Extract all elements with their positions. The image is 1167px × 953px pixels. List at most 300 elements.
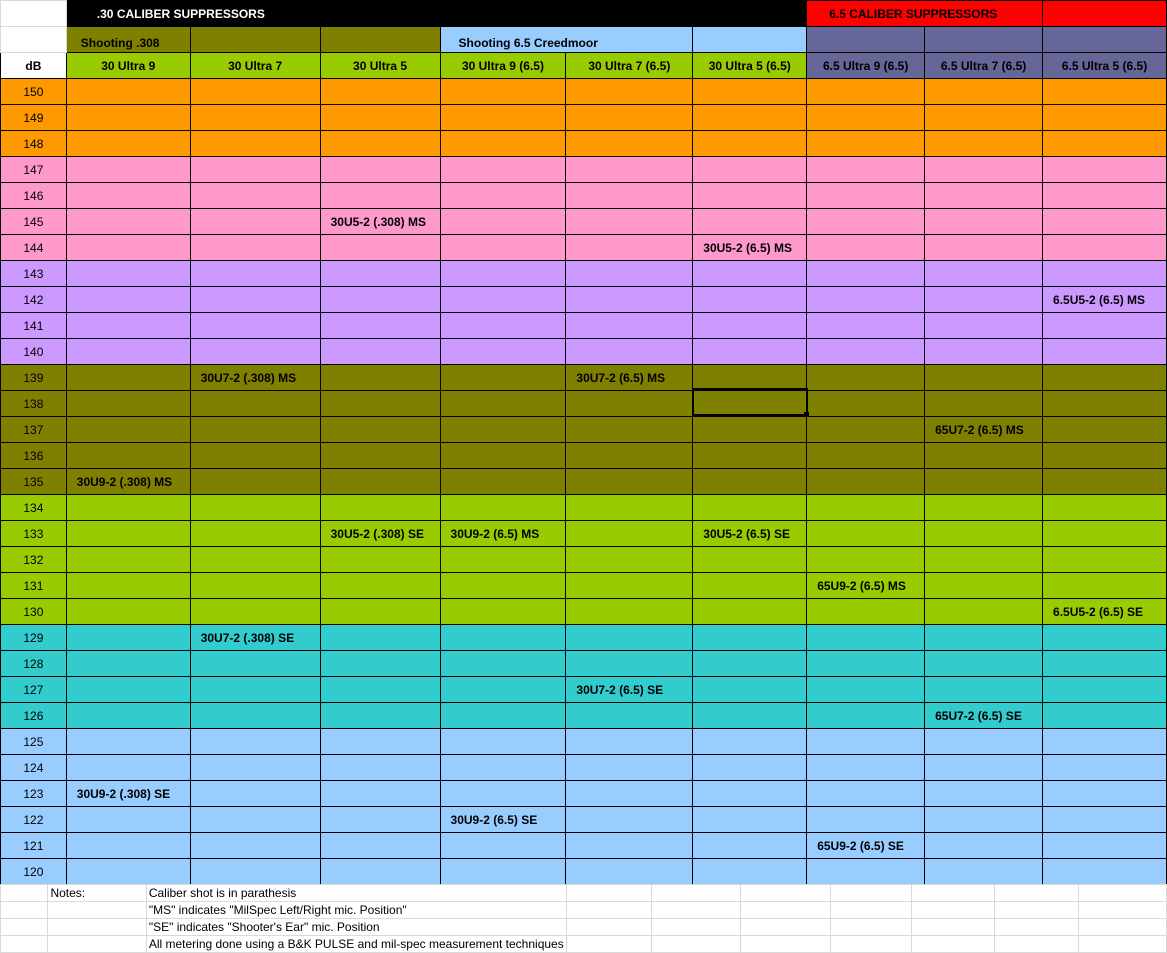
note-line[interactable]: Caliber shot is in parathesis xyxy=(146,885,566,902)
empty-cell[interactable] xyxy=(190,859,320,885)
measurement-cell[interactable]: 65U7-2 (6.5) SE xyxy=(925,703,1043,729)
empty-cell[interactable] xyxy=(807,235,925,261)
empty-cell[interactable] xyxy=(566,417,693,443)
empty-cell[interactable] xyxy=(566,391,693,417)
empty-cell[interactable] xyxy=(693,625,807,651)
empty-cell[interactable] xyxy=(693,859,807,885)
db-value-cell[interactable]: 145 xyxy=(1,209,67,235)
empty-cell[interactable] xyxy=(807,495,925,521)
measurement-cell[interactable]: 65U9-2 (6.5) SE xyxy=(807,833,925,859)
empty-cell[interactable] xyxy=(925,807,1043,833)
empty-cell[interactable] xyxy=(807,157,925,183)
empty-cell[interactable] xyxy=(566,703,693,729)
empty-cell[interactable] xyxy=(693,573,807,599)
empty-cell[interactable] xyxy=(1043,469,1167,495)
empty-cell[interactable] xyxy=(190,417,320,443)
empty-cell[interactable] xyxy=(66,495,190,521)
measurement-cell[interactable]: 30U7-2 (6.5) MS xyxy=(566,365,693,391)
empty-cell[interactable] xyxy=(66,729,190,755)
empty-cell[interactable] xyxy=(693,677,807,703)
empty-cell[interactable] xyxy=(807,703,925,729)
empty-cell[interactable] xyxy=(925,105,1043,131)
measurement-cell[interactable]: 30U5-2 (.308) MS xyxy=(320,209,440,235)
empty-cell[interactable] xyxy=(440,703,566,729)
empty-cell[interactable] xyxy=(807,443,925,469)
db-value-cell[interactable]: 135 xyxy=(1,469,67,495)
empty-cell[interactable] xyxy=(1043,391,1167,417)
empty-cell[interactable] xyxy=(440,417,566,443)
empty-cell[interactable] xyxy=(807,131,925,157)
measurement-cell[interactable]: 30U5-2 (.308) SE xyxy=(320,521,440,547)
empty-cell[interactable] xyxy=(693,287,807,313)
empty-cell[interactable] xyxy=(66,313,190,339)
db-value-cell[interactable]: 149 xyxy=(1,105,67,131)
empty-cell[interactable] xyxy=(807,859,925,885)
empty-cell[interactable] xyxy=(566,79,693,105)
db-value-cell[interactable]: 120 xyxy=(1,859,67,885)
empty-cell[interactable] xyxy=(566,902,651,919)
empty-cell[interactable] xyxy=(440,443,566,469)
empty-cell[interactable] xyxy=(995,936,1079,953)
empty-cell[interactable] xyxy=(320,365,440,391)
empty-cell[interactable] xyxy=(651,919,740,936)
measurement-cell[interactable]: 65U9-2 (6.5) MS xyxy=(807,573,925,599)
empty-cell[interactable] xyxy=(925,339,1043,365)
db-value-cell[interactable]: 142 xyxy=(1,287,67,313)
empty-cell[interactable] xyxy=(807,807,925,833)
db-value-cell[interactable]: 131 xyxy=(1,573,67,599)
empty-cell[interactable] xyxy=(440,209,566,235)
empty-cell[interactable] xyxy=(190,183,320,209)
empty-cell[interactable] xyxy=(925,547,1043,573)
empty-cell[interactable] xyxy=(693,755,807,781)
empty-cell[interactable] xyxy=(190,547,320,573)
db-value-cell[interactable]: 124 xyxy=(1,755,67,781)
empty-cell[interactable] xyxy=(320,313,440,339)
empty-cell[interactable] xyxy=(651,936,740,953)
empty-cell[interactable] xyxy=(66,859,190,885)
empty-cell[interactable] xyxy=(830,936,911,953)
empty-cell[interactable] xyxy=(693,729,807,755)
empty-cell[interactable] xyxy=(320,261,440,287)
empty-cell[interactable] xyxy=(925,651,1043,677)
empty-cell[interactable] xyxy=(440,157,566,183)
empty-cell[interactable] xyxy=(566,781,693,807)
empty-cell[interactable] xyxy=(740,902,830,919)
empty-cell[interactable] xyxy=(320,677,440,703)
empty-cell[interactable] xyxy=(320,339,440,365)
empty-cell[interactable] xyxy=(807,391,925,417)
empty-cell[interactable] xyxy=(190,781,320,807)
empty-cell[interactable] xyxy=(693,443,807,469)
empty-cell[interactable] xyxy=(190,599,320,625)
empty-cell[interactable] xyxy=(925,833,1043,859)
empty-cell[interactable] xyxy=(566,755,693,781)
empty-cell[interactable] xyxy=(320,755,440,781)
empty-cell[interactable] xyxy=(190,391,320,417)
empty-cell[interactable] xyxy=(66,261,190,287)
empty-cell[interactable] xyxy=(66,365,190,391)
empty-cell[interactable] xyxy=(66,703,190,729)
empty-cell[interactable] xyxy=(566,469,693,495)
empty-cell[interactable] xyxy=(1043,495,1167,521)
empty-cell[interactable] xyxy=(440,651,566,677)
empty-cell[interactable] xyxy=(995,885,1079,902)
db-value-cell[interactable]: 143 xyxy=(1,261,67,287)
empty-cell[interactable] xyxy=(66,183,190,209)
empty-cell[interactable] xyxy=(320,547,440,573)
db-value-cell[interactable]: 150 xyxy=(1,79,67,105)
empty-cell[interactable] xyxy=(807,287,925,313)
empty-cell[interactable] xyxy=(693,105,807,131)
empty-cell[interactable] xyxy=(925,365,1043,391)
empty-cell[interactable] xyxy=(320,469,440,495)
empty-cell[interactable] xyxy=(440,365,566,391)
empty-cell[interactable] xyxy=(440,677,566,703)
empty-cell[interactable] xyxy=(566,287,693,313)
empty-cell[interactable] xyxy=(66,677,190,703)
db-value-cell[interactable]: 125 xyxy=(1,729,67,755)
empty-cell[interactable] xyxy=(190,703,320,729)
empty-cell[interactable] xyxy=(651,885,740,902)
empty-cell[interactable] xyxy=(190,209,320,235)
empty-cell[interactable] xyxy=(66,339,190,365)
empty-cell[interactable] xyxy=(190,313,320,339)
empty-cell[interactable] xyxy=(440,391,566,417)
empty-cell[interactable] xyxy=(190,131,320,157)
empty-cell[interactable] xyxy=(693,157,807,183)
empty-cell[interactable] xyxy=(1,885,48,902)
empty-cell[interactable] xyxy=(190,443,320,469)
empty-cell[interactable] xyxy=(440,573,566,599)
empty-cell[interactable] xyxy=(190,79,320,105)
measurement-cell[interactable]: 6.5U5-2 (6.5) MS xyxy=(1043,287,1167,313)
empty-cell[interactable] xyxy=(807,521,925,547)
empty-cell[interactable] xyxy=(190,105,320,131)
empty-cell[interactable] xyxy=(190,469,320,495)
measurement-cell[interactable]: 30U7-2 (.308) MS xyxy=(190,365,320,391)
empty-cell[interactable] xyxy=(440,781,566,807)
empty-cell[interactable] xyxy=(566,599,693,625)
empty-cell[interactable] xyxy=(190,807,320,833)
empty-cell[interactable] xyxy=(66,105,190,131)
empty-cell[interactable] xyxy=(925,469,1043,495)
empty-cell[interactable] xyxy=(925,261,1043,287)
empty-cell[interactable] xyxy=(1043,417,1167,443)
empty-cell[interactable] xyxy=(807,729,925,755)
empty-cell[interactable] xyxy=(1043,859,1167,885)
empty-cell[interactable] xyxy=(66,755,190,781)
empty-cell[interactable] xyxy=(440,261,566,287)
empty-cell[interactable] xyxy=(566,625,693,651)
empty-cell[interactable] xyxy=(651,902,740,919)
empty-cell[interactable] xyxy=(440,729,566,755)
empty-cell[interactable] xyxy=(66,391,190,417)
measurement-cell[interactable]: 30U9-2 (6.5) MS xyxy=(440,521,566,547)
note-line[interactable]: "MS" indicates "MilSpec Left/Right mic. Position" xyxy=(146,902,566,919)
empty-cell[interactable] xyxy=(1043,755,1167,781)
empty-cell[interactable] xyxy=(693,261,807,287)
empty-cell[interactable] xyxy=(925,79,1043,105)
empty-cell[interactable] xyxy=(1043,183,1167,209)
empty-cell[interactable] xyxy=(66,807,190,833)
empty-cell[interactable] xyxy=(66,209,190,235)
empty-cell[interactable] xyxy=(440,547,566,573)
empty-cell[interactable] xyxy=(66,287,190,313)
empty-cell[interactable] xyxy=(925,183,1043,209)
empty-cell[interactable] xyxy=(440,833,566,859)
empty-cell[interactable] xyxy=(566,651,693,677)
empty-cell[interactable] xyxy=(807,261,925,287)
db-value-cell[interactable]: 140 xyxy=(1,339,67,365)
db-value-cell[interactable]: 127 xyxy=(1,677,67,703)
empty-cell[interactable] xyxy=(566,183,693,209)
empty-cell[interactable] xyxy=(440,131,566,157)
empty-cell[interactable] xyxy=(925,209,1043,235)
empty-cell[interactable] xyxy=(925,677,1043,703)
empty-cell[interactable] xyxy=(66,79,190,105)
empty-cell[interactable] xyxy=(693,651,807,677)
empty-cell[interactable] xyxy=(925,235,1043,261)
empty-cell[interactable] xyxy=(1043,105,1167,131)
empty-cell[interactable] xyxy=(320,703,440,729)
empty-cell[interactable] xyxy=(807,469,925,495)
empty-cell[interactable] xyxy=(320,105,440,131)
empty-cell[interactable] xyxy=(925,729,1043,755)
empty-cell[interactable] xyxy=(440,495,566,521)
empty-cell[interactable] xyxy=(740,936,830,953)
db-value-cell[interactable]: 141 xyxy=(1,313,67,339)
empty-cell[interactable] xyxy=(66,651,190,677)
empty-cell[interactable] xyxy=(440,79,566,105)
empty-cell[interactable] xyxy=(693,391,807,417)
measurement-cell[interactable]: 6.5U5-2 (6.5) SE xyxy=(1043,599,1167,625)
empty-cell[interactable] xyxy=(48,902,146,919)
empty-cell[interactable] xyxy=(190,677,320,703)
empty-cell[interactable] xyxy=(693,547,807,573)
empty-cell[interactable] xyxy=(1043,157,1167,183)
empty-cell[interactable] xyxy=(807,339,925,365)
db-value-cell[interactable]: 148 xyxy=(1,131,67,157)
note-line[interactable]: "SE" indicates "Shooter's Ear" mic. Position xyxy=(146,919,566,936)
empty-cell[interactable] xyxy=(440,235,566,261)
empty-cell[interactable] xyxy=(911,919,995,936)
empty-cell[interactable] xyxy=(925,573,1043,599)
notes-label[interactable]: Notes: xyxy=(48,885,146,902)
empty-cell[interactable] xyxy=(66,235,190,261)
empty-cell[interactable] xyxy=(320,573,440,599)
empty-cell[interactable] xyxy=(693,209,807,235)
empty-cell[interactable] xyxy=(440,599,566,625)
db-value-cell[interactable]: 146 xyxy=(1,183,67,209)
empty-cell[interactable] xyxy=(566,919,651,936)
empty-cell[interactable] xyxy=(693,339,807,365)
empty-cell[interactable] xyxy=(693,469,807,495)
empty-cell[interactable] xyxy=(1043,209,1167,235)
empty-cell[interactable] xyxy=(1043,261,1167,287)
empty-cell[interactable] xyxy=(320,391,440,417)
empty-cell[interactable] xyxy=(440,183,566,209)
empty-cell[interactable] xyxy=(440,339,566,365)
empty-cell[interactable] xyxy=(925,781,1043,807)
empty-cell[interactable] xyxy=(66,573,190,599)
db-value-cell[interactable]: 126 xyxy=(1,703,67,729)
empty-cell[interactable] xyxy=(807,625,925,651)
empty-cell[interactable] xyxy=(911,902,995,919)
empty-cell[interactable] xyxy=(440,287,566,313)
empty-cell[interactable] xyxy=(566,573,693,599)
db-value-cell[interactable]: 130 xyxy=(1,599,67,625)
measurement-cell[interactable]: 30U9-2 (6.5) SE xyxy=(440,807,566,833)
empty-cell[interactable] xyxy=(566,131,693,157)
measurement-cell[interactable]: 30U5-2 (6.5) SE xyxy=(693,521,807,547)
empty-cell[interactable] xyxy=(66,443,190,469)
empty-cell[interactable] xyxy=(925,859,1043,885)
empty-cell[interactable] xyxy=(566,936,651,953)
empty-cell[interactable] xyxy=(566,859,693,885)
empty-cell[interactable] xyxy=(440,755,566,781)
empty-cell[interactable] xyxy=(925,625,1043,651)
empty-cell[interactable] xyxy=(320,287,440,313)
empty-cell[interactable] xyxy=(925,443,1043,469)
empty-cell[interactable] xyxy=(440,625,566,651)
empty-cell[interactable] xyxy=(190,235,320,261)
empty-cell[interactable] xyxy=(693,833,807,859)
empty-cell[interactable] xyxy=(566,209,693,235)
empty-cell[interactable] xyxy=(320,625,440,651)
empty-cell[interactable] xyxy=(1043,79,1167,105)
empty-cell[interactable] xyxy=(925,391,1043,417)
empty-cell[interactable] xyxy=(1043,131,1167,157)
empty-cell[interactable] xyxy=(320,781,440,807)
db-value-cell[interactable]: 144 xyxy=(1,235,67,261)
empty-cell[interactable] xyxy=(320,131,440,157)
empty-cell[interactable] xyxy=(566,157,693,183)
empty-cell[interactable] xyxy=(693,183,807,209)
empty-cell[interactable] xyxy=(566,729,693,755)
empty-cell[interactable] xyxy=(566,521,693,547)
empty-cell[interactable] xyxy=(1043,547,1167,573)
empty-cell[interactable] xyxy=(566,443,693,469)
empty-cell[interactable] xyxy=(740,885,830,902)
empty-cell[interactable] xyxy=(48,919,146,936)
empty-cell[interactable] xyxy=(807,209,925,235)
empty-cell[interactable] xyxy=(566,105,693,131)
empty-cell[interactable] xyxy=(925,599,1043,625)
db-value-cell[interactable]: 138 xyxy=(1,391,67,417)
empty-cell[interactable] xyxy=(320,443,440,469)
measurement-cell[interactable]: 65U7-2 (6.5) MS xyxy=(925,417,1043,443)
empty-cell[interactable] xyxy=(48,936,146,953)
empty-cell[interactable] xyxy=(807,417,925,443)
empty-cell[interactable] xyxy=(807,781,925,807)
db-value-cell[interactable]: 123 xyxy=(1,781,67,807)
db-value-cell[interactable]: 132 xyxy=(1,547,67,573)
empty-cell[interactable] xyxy=(1079,885,1167,902)
empty-cell[interactable] xyxy=(925,313,1043,339)
empty-cell[interactable] xyxy=(830,885,911,902)
empty-cell[interactable] xyxy=(66,599,190,625)
empty-cell[interactable] xyxy=(925,157,1043,183)
empty-cell[interactable] xyxy=(1043,521,1167,547)
empty-cell[interactable] xyxy=(190,521,320,547)
empty-cell[interactable] xyxy=(925,287,1043,313)
empty-cell[interactable] xyxy=(807,79,925,105)
empty-cell[interactable] xyxy=(807,105,925,131)
empty-cell[interactable] xyxy=(66,417,190,443)
empty-cell[interactable] xyxy=(807,365,925,391)
empty-cell[interactable] xyxy=(66,157,190,183)
empty-cell[interactable] xyxy=(566,885,651,902)
fill-handle[interactable] xyxy=(804,412,809,417)
db-value-cell[interactable]: 139 xyxy=(1,365,67,391)
empty-cell[interactable] xyxy=(807,547,925,573)
empty-cell[interactable] xyxy=(566,313,693,339)
empty-cell[interactable] xyxy=(320,833,440,859)
empty-cell[interactable] xyxy=(66,131,190,157)
measurement-cell[interactable]: 30U5-2 (6.5) MS xyxy=(693,235,807,261)
db-value-cell[interactable]: 147 xyxy=(1,157,67,183)
empty-cell[interactable] xyxy=(1043,833,1167,859)
empty-cell[interactable] xyxy=(1,902,48,919)
empty-cell[interactable] xyxy=(807,651,925,677)
empty-cell[interactable] xyxy=(566,235,693,261)
empty-cell[interactable] xyxy=(566,261,693,287)
empty-cell[interactable] xyxy=(320,859,440,885)
empty-cell[interactable] xyxy=(1043,235,1167,261)
empty-cell[interactable] xyxy=(1043,781,1167,807)
db-value-cell[interactable]: 129 xyxy=(1,625,67,651)
empty-cell[interactable] xyxy=(320,729,440,755)
empty-cell[interactable] xyxy=(1043,729,1167,755)
measurement-cell[interactable]: 30U7-2 (.308) SE xyxy=(190,625,320,651)
empty-cell[interactable] xyxy=(693,495,807,521)
empty-cell[interactable] xyxy=(190,755,320,781)
empty-cell[interactable] xyxy=(66,547,190,573)
empty-cell[interactable] xyxy=(807,677,925,703)
empty-cell[interactable] xyxy=(320,807,440,833)
empty-cell[interactable] xyxy=(1043,443,1167,469)
empty-cell[interactable] xyxy=(1043,365,1167,391)
empty-cell[interactable] xyxy=(1043,677,1167,703)
db-value-cell[interactable]: 133 xyxy=(1,521,67,547)
measurement-cell[interactable]: 30U7-2 (6.5) SE xyxy=(566,677,693,703)
db-value-cell[interactable]: 136 xyxy=(1,443,67,469)
empty-cell[interactable] xyxy=(1079,902,1167,919)
empty-cell[interactable] xyxy=(190,157,320,183)
empty-cell[interactable] xyxy=(740,919,830,936)
empty-cell[interactable] xyxy=(190,729,320,755)
empty-cell[interactable] xyxy=(440,859,566,885)
empty-cell[interactable] xyxy=(995,919,1079,936)
empty-cell[interactable] xyxy=(566,833,693,859)
empty-cell[interactable] xyxy=(566,547,693,573)
empty-cell[interactable] xyxy=(190,261,320,287)
empty-cell[interactable] xyxy=(807,313,925,339)
empty-cell[interactable] xyxy=(320,417,440,443)
empty-cell[interactable] xyxy=(190,339,320,365)
empty-cell[interactable] xyxy=(440,313,566,339)
empty-cell[interactable] xyxy=(66,833,190,859)
empty-cell[interactable] xyxy=(1043,339,1167,365)
empty-cell[interactable] xyxy=(693,365,807,391)
empty-cell[interactable] xyxy=(190,495,320,521)
empty-cell[interactable] xyxy=(66,625,190,651)
empty-cell[interactable] xyxy=(320,495,440,521)
empty-cell[interactable] xyxy=(693,313,807,339)
empty-cell[interactable] xyxy=(911,885,995,902)
empty-cell[interactable] xyxy=(440,469,566,495)
